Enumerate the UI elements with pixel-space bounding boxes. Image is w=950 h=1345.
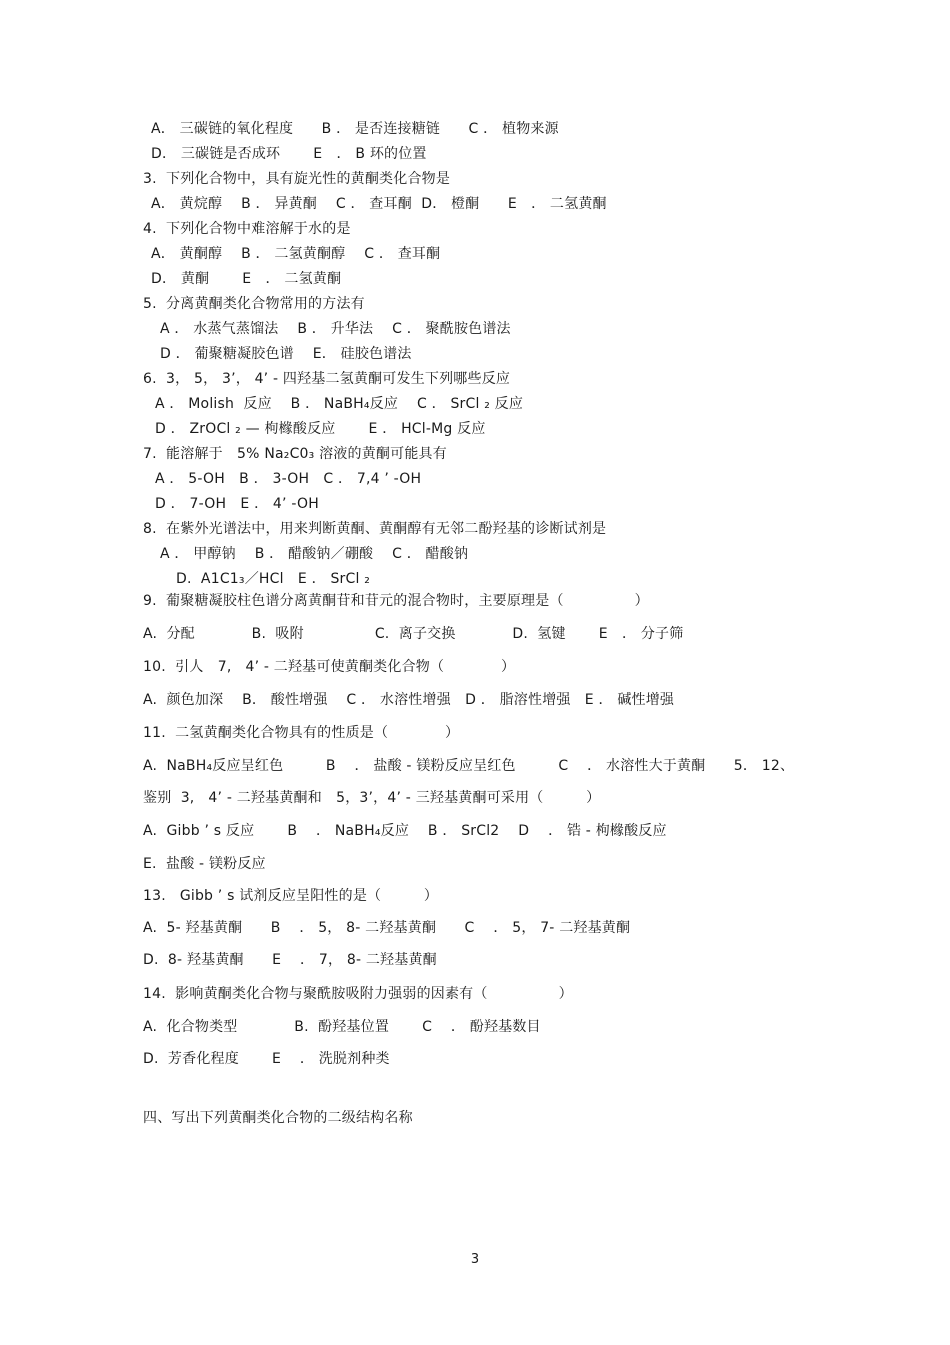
page-number: 3 bbox=[470, 1252, 480, 1267]
q14-options-line-1: A. 化合物类型 B. 酚羟基位置 C ． 酚羟基数目 bbox=[143, 1019, 541, 1035]
q8-options-line-1: A ． 甲醇钠 B ． 醋酸钠／硼酸 C ． 醋酸钠 bbox=[160, 546, 469, 562]
q5-options-line-1: A ． 水蒸气蒸馏法 B ． 升华法 C ． 聚酰胺色谱法 bbox=[160, 321, 511, 337]
q9-options: A. 分配 B. 吸附 C. 离子交换 D. 氢键 E ． 分子筛 bbox=[143, 626, 684, 642]
q6-question: 6. 3， 5， 3’， 4’ - 四羟基二氢黄酮可发生下列哪些反应 bbox=[143, 371, 511, 387]
q3-question: 3. 下列化合物中，具有旋光性的黄酮类化合物是 bbox=[143, 171, 451, 187]
q12-options-line-1: A. Gibb ’ s 反应 B ． NaBH₄反应 B ． SrCl2 D ． 锆 - 枸橼酸反应 bbox=[143, 823, 667, 839]
q14-question: 14. 影响黄酮类化合物与聚酰胺吸附力强弱的因素有（ ） bbox=[143, 986, 573, 1002]
q13-question: 13. Gibb ’ s 试剂反应呈阳性的是（ ） bbox=[143, 888, 439, 904]
q9-question: 9. 葡聚糖凝胶柱色谱分离黄酮苷和苷元的混合物时，主要原理是（ ） bbox=[143, 593, 649, 609]
q6-options-line-2: D ． ZrOCl ₂ — 枸橼酸反应 E ． HCl-Mg 反应 bbox=[155, 421, 486, 437]
q7-options-line-2: D ． 7-OH E ． 4’ -OH bbox=[155, 496, 319, 512]
q8-options-line-2: D. A1C1₃／HCl E ． SrCl ₂ bbox=[176, 571, 371, 587]
q4-options-line-1: A． 黄酮醇 B ． 二氢黄酮醇 C ． 查耳酮 bbox=[151, 246, 441, 262]
q10-question: 10. 引人 7, 4’ - 二羟基可使黄酮类化合物（ ） bbox=[143, 659, 516, 675]
q4-options-line-2: D． 黄酮 E ． 二氢黄酮 bbox=[151, 271, 342, 287]
q4-question: 4. 下列化合物中难溶解于水的是 bbox=[143, 221, 351, 237]
q11-options: A. NaBH₄反应呈红色 B ． 盐酸 - 镁粉反应呈红色 C ． 水溶性大于黄酮 5． 12、 bbox=[143, 758, 795, 774]
q14-options-line-2: D. 芳香化程度 E ． 洗脱剂种类 bbox=[143, 1051, 390, 1067]
q13-options-line-2: D. 8- 羟基黄酮 E ． 7， 8- 二羟基黄酮 bbox=[143, 952, 437, 968]
q13-options-line-1: A. 5- 羟基黄酮 B ． 5， 8- 二羟基黄酮 C ． 5， 7- 二羟基黄酮 bbox=[143, 920, 631, 936]
q2-options-line-2: D． 三碳链是否成环 E ． B 环的位置 bbox=[151, 146, 427, 162]
q10-options: A. 颜色加深 B． 酸性增强 C ． 水溶性增强 D ． 脂溶性增强 E ． 碱性增强 bbox=[143, 692, 675, 708]
q8-question: 8. 在紫外光谱法中，用来判断黄酮、黄酮醇有无邻二酚羟基的诊断试剂是 bbox=[143, 521, 607, 537]
q12-options-line-2: E. 盐酸 - 镁粉反应 bbox=[143, 856, 266, 872]
q11-question: 11. 二氢黄酮类化合物具有的性质是（ ） bbox=[143, 725, 460, 741]
section-4-heading: 四、写出下列黄酮类化合物的二级结构名称 bbox=[143, 1110, 413, 1126]
q3-options: A． 黄烷醇 B ． 异黄酮 C ． 查耳酮 D． 橙酮 E ． 二氢黄酮 bbox=[151, 196, 607, 212]
q2-options-line-1: A． 三碳链的氧化程度 B ． 是否连接糖链 C ． 植物来源 bbox=[151, 121, 559, 137]
q7-question: 7. 能溶解于 5% Na₂C0₃ 溶液的黄酮可能具有 bbox=[143, 446, 447, 462]
q12-question: 鉴别 3, 4’ - 二羟基黄酮和 5，3’，4’ - 三羟基黄酮可采用（ ） bbox=[143, 790, 601, 806]
q5-question: 5. 分离黄酮类化合物常用的方法有 bbox=[143, 296, 365, 312]
q5-options-line-2: D ． 葡聚糖凝胶色谱 E． 硅胶色谱法 bbox=[160, 346, 412, 362]
q7-options-line-1: A ． 5-OH B ． 3-OH C ． 7,4 ’ -OH bbox=[155, 471, 422, 487]
q6-options-line-1: A ． Molish 反应 B ． NaBH₄反应 C ． SrCl ₂ 反应 bbox=[155, 396, 524, 412]
